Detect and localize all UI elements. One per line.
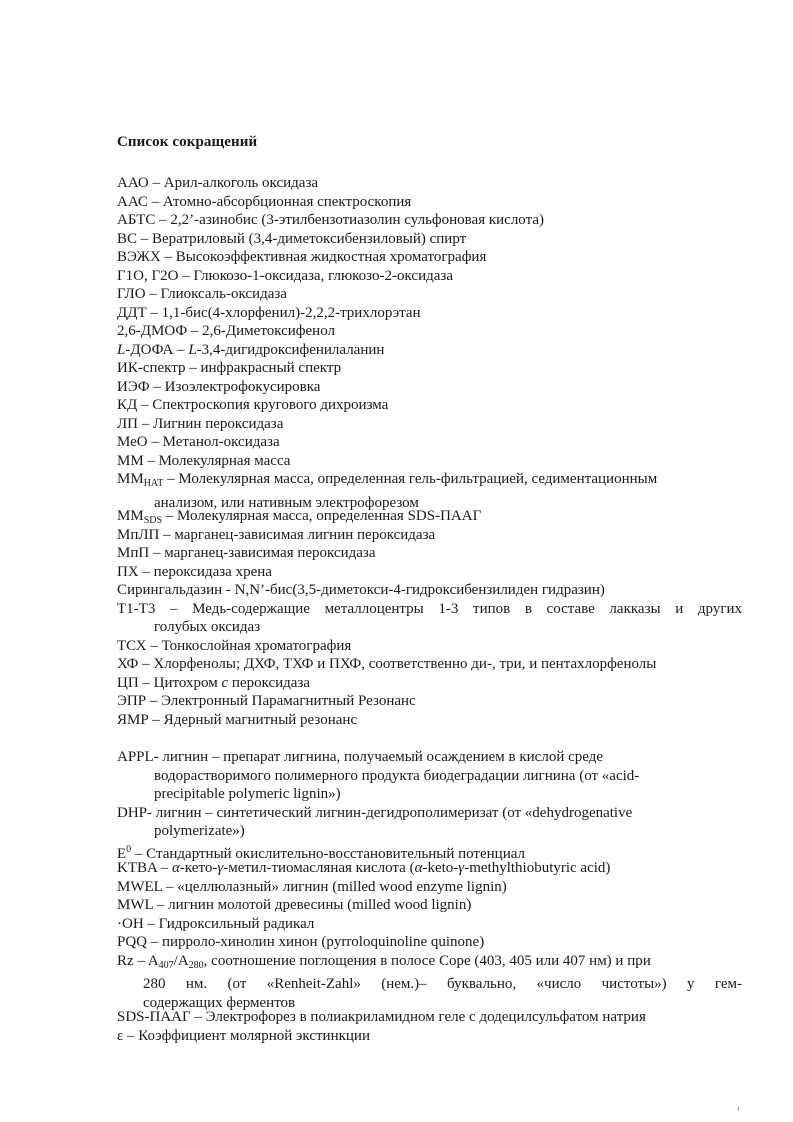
mm-sds-base: ММ [117, 508, 144, 524]
abbr-t1t3 [117, 600, 742, 637]
e0-sup: 0 [126, 843, 132, 855]
abbr-mwl: MWL – лигнин молотой древесины (milled wood lignin) [117, 897, 472, 913]
rz-p1: Rz – A [117, 952, 159, 969]
rz-line1 [117, 952, 742, 976]
ktba-gamma2: γ [458, 860, 465, 876]
abbr-sds-paag: SDS-ПААГ – Электрофорез в полиакриламидном геле с додецилсульфатом натрия [117, 1009, 646, 1025]
abbr-ddt: ДДТ – 1,1-бис(4-хлорфенил)-2,2,2-трихлорэтан [117, 304, 421, 321]
abbr-glo: ГЛО – Глиоксаль-оксидаза [117, 286, 287, 302]
dhp-line1: DHP- лигнин – синтетический лигнин-дегидрополимеризат (от «dehydrogenative [117, 804, 633, 821]
page-title: Список сокращений [117, 134, 258, 150]
mm-sds-sub: SDS [143, 515, 163, 526]
ktba-gamma1: γ [217, 860, 224, 876]
rz-p2: /A [173, 952, 189, 969]
rz-sub2: 280 [188, 959, 204, 971]
dofa-text: -ДОФА – [125, 341, 189, 358]
abbr-aao: ААО – Арил-алкоголь оксидаза [117, 175, 319, 191]
dhp-line2: polymerizate») [154, 823, 245, 839]
ktba-p1: KTBA – [117, 860, 173, 876]
rz-p3: , соотношение поглощения в полосе Соре (403, 405 или 407 нм) и при [203, 952, 651, 969]
ktba-p3: -метил-тиомасляная кислота ( [223, 860, 415, 876]
abbr-vezhkh: ВЭЖХ – Высокоэффективная жидкостная хроматография [117, 249, 487, 265]
appl-line1: APPL- лигнин – препарат лигнина, получаемый осаждением в кислой среде [117, 749, 603, 765]
abbr-mnlp: МпЛП – марганец-зависимая лигнин пероксидаза [117, 526, 436, 543]
rz-line3: содержащих ферментов [143, 994, 296, 1011]
rz-sub1: 407 [158, 959, 174, 971]
cp-pre: ЦП – Цитохром [117, 674, 222, 691]
abbr-mnp: МпП – марганец-зависимая пероксидаза [117, 545, 376, 561]
abbr-meo: МеО – Метанол-оксидаза [117, 434, 280, 450]
cp-italic: c [221, 674, 229, 691]
appl-line3: precipitable polymeric lignin») [154, 786, 341, 802]
mm-nat-cont: анализом, или нативным электрофорезом [154, 494, 419, 511]
abbr-dmof: 2,6-ДМОФ – 2,6-Диметоксифенол [117, 323, 335, 339]
dofa-rest: -3,4-дигидроксифенилаланин [196, 341, 385, 358]
abbr-vs: ВС – Вератриловый (3,4-диметоксибензиловый) спирт [117, 230, 467, 247]
abbr-aas: ААС – Атомно-абсорбционная спектроскопия [117, 193, 412, 210]
appl-line2: водорастворимого полимерного продукта биодеградации лигнина (от «acid- [154, 767, 640, 784]
mm-nat-sub: НАТ [143, 478, 164, 489]
ktba-alpha1: α [172, 860, 180, 876]
t1t3-cont: голубых оксидаз [154, 619, 261, 635]
dofa-mid-italic: L [188, 341, 197, 358]
rz-line2: 280 нм. (от «Renheit-Zahl» (нем.)– буквально, «число чистоты») у гем- [143, 976, 742, 992]
abbr-cp [117, 674, 742, 693]
abbr-khf: ХФ – Хлорфенолы; ДХФ, ТХФ и ПХФ, соответственно ди-, три, и пентахлорфенолы [117, 656, 657, 672]
abbr-mm: ММ – Молекулярная масса [117, 452, 291, 469]
ktba-p2: -кето- [179, 860, 218, 876]
abbr-pkh: ПХ – пероксидаза хрена [117, 563, 272, 580]
mm-nat-base: ММ [117, 471, 144, 487]
abbr-mm-nat [117, 470, 742, 512]
e0-base: E [117, 845, 127, 862]
abbr-tskh: ТСХ – Тонкослойная хроматография [117, 637, 352, 654]
abbr-dhp [117, 804, 742, 841]
abbr-kd: КД – Спектроскопия кругового дихроизма [117, 397, 389, 413]
abbr-epsilon: ε – Коэффициент молярной экстинкции [117, 1027, 370, 1044]
abbr-yamr: ЯМР – Ядерный магнитный резонанс [117, 711, 358, 728]
dofa-prefix-italic: L [117, 341, 126, 358]
abbr-ief: ИЭФ – Изоэлектрофокусировка [117, 378, 321, 395]
ktba-alpha2: α [414, 860, 423, 876]
abbr-rz [117, 952, 742, 1013]
ktba-p4: -keto- [422, 860, 459, 876]
abbr-ik: ИК-спектр – инфракрасный спектр [117, 360, 342, 376]
t1t3-line1: Т1-Т3 – Медь-содержащие металлоцентры 1-3 типов в составе лакказы и других [117, 600, 742, 617]
abbr-dofa [117, 341, 742, 360]
ktba-p5: -methylthiobutyric acid) [464, 860, 611, 876]
abbr-mwel: MWEL – «целлюлазный» лигнин (milled wood enzyme lignin) [117, 878, 507, 895]
abbr-abts: АБТС – 2,2’-азинобис (3-этилбензотиазолин сульфоновая кислота) [117, 212, 545, 228]
abbr-appl [117, 748, 742, 804]
abbr-syringaldazine: Сирингальдазин - N,N’-бис(3,5-диметокси-4-гидроксибензилиден гидразин) [117, 582, 605, 598]
abbr-ktba [117, 859, 742, 878]
mm-sds-rest: – Молекулярная масса, определенная SDS-ПААГ [162, 508, 482, 524]
e0-rest: – Стандартный окислительно-восстановительный потенциал [131, 845, 526, 862]
page-number: 1 [737, 1107, 740, 1113]
abbr-epr: ЭПР – Электронный Парамагнитный Резонанс [117, 693, 416, 709]
abbr-oh: ·OH – Гидроксильный радикал [117, 915, 315, 932]
abbr-g1o-g2o: Г1О, Г2О – Глюкозо-1-оксидаза, глюкозо-2-оксидаза [117, 267, 453, 284]
mm-nat-rest: – Молекулярная масса, определенная гель-фильтрацией, седиментационным [163, 471, 658, 487]
abbr-pqq: PQQ – пирроло-хинолин хинон (pyrroloquinoline quinone) [117, 934, 485, 950]
cp-post: пероксидаза [228, 674, 311, 691]
abbr-lp: ЛП – Лигнин пероксидаза [117, 415, 284, 432]
